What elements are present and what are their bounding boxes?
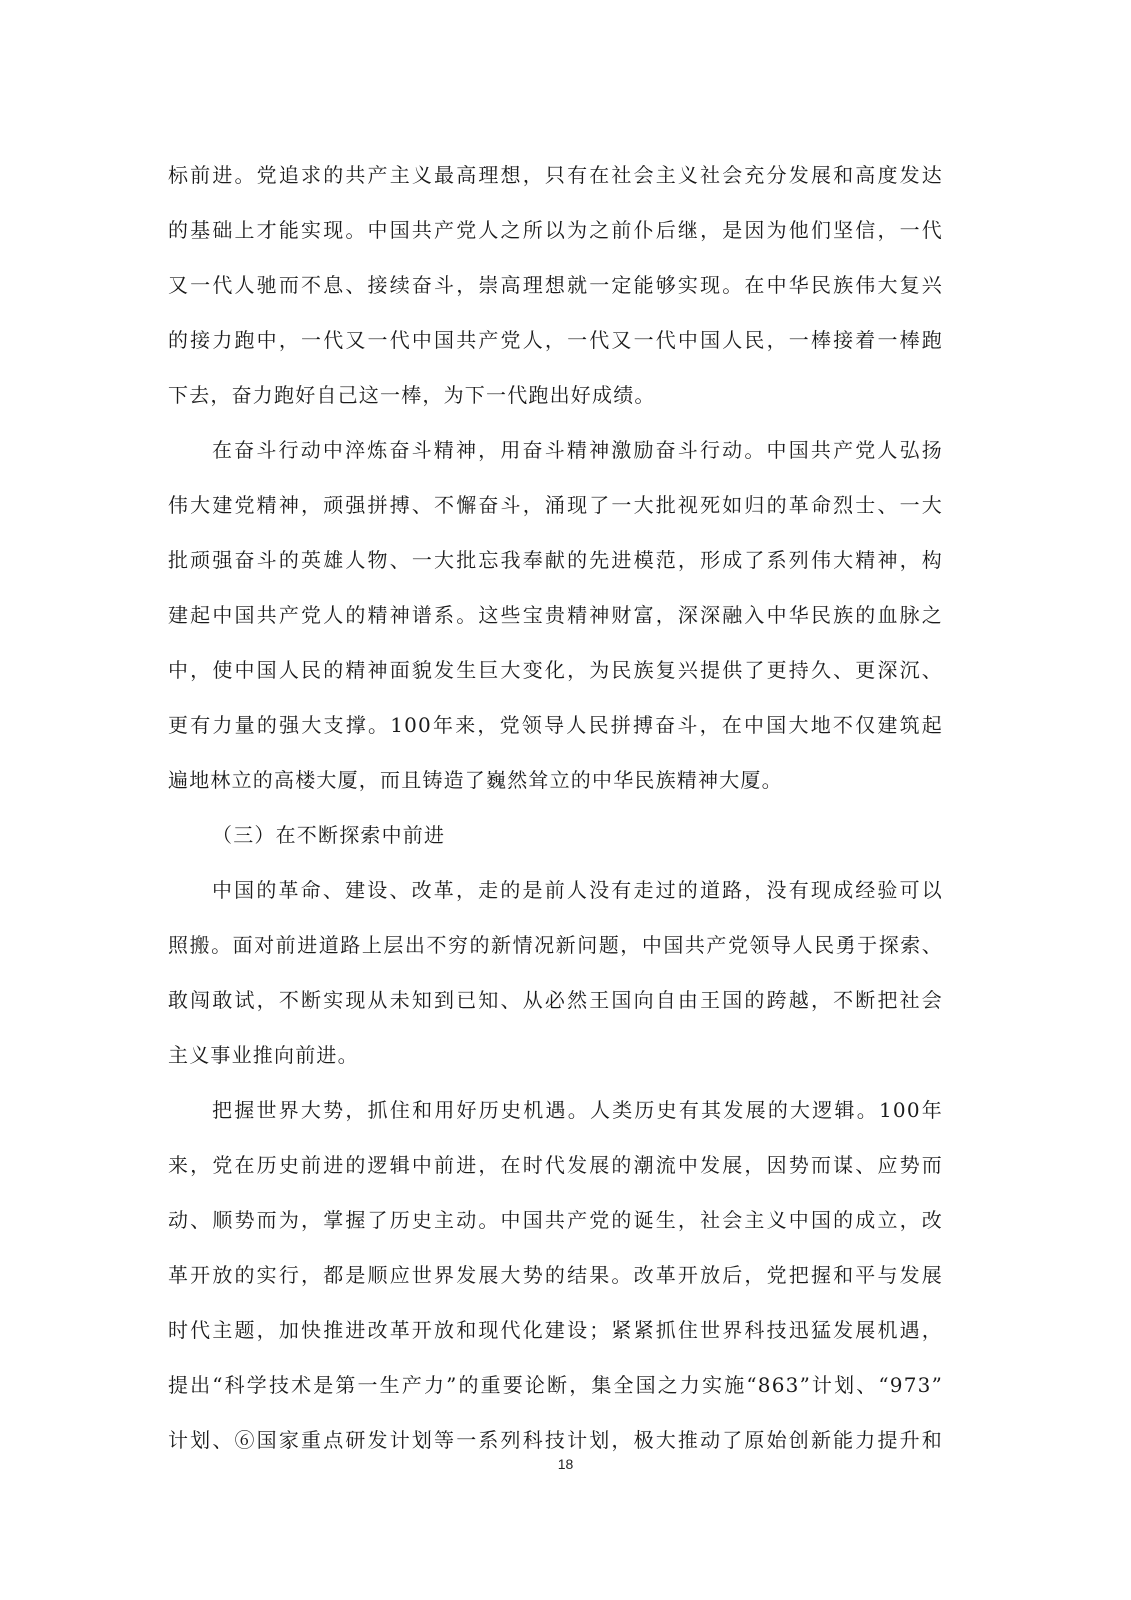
text-line: 时代主题，加快推进改革开放和现代化建设；紧紧抓住世界科技迅猛发展机遇， (168, 1318, 943, 1342)
text-line: 动、顺势而为，掌握了历史主动。中国共产党的诞生，社会主义中国的成立，改 (168, 1208, 943, 1232)
text-line: 标前进。党追求的共产主义最高理想，只有在社会主义社会充分发展和高度发达 (168, 163, 943, 187)
section-heading: （三）在不断探索中前进 (212, 823, 446, 847)
text-line: 遍地林立的高楼大厦，而且铸造了巍然耸立的中华民族精神大厦。 (168, 768, 783, 792)
paragraph-1 (168, 148, 943, 423)
page-number: 18 (557, 1456, 574, 1472)
text-line: 敢闯敢试，不断实现从未知到已知、从必然王国向自由王国的跨越，不断把社会 (168, 988, 943, 1012)
text-line: 把握世界大势，抓住和用好历史机遇。人类历史有其发展的大逻辑。100年 (212, 1098, 943, 1122)
text-line: 批顽强奋斗的英雄人物、一大批忘我奉献的先进模范，形成了系列伟大精神，构 (168, 548, 943, 572)
text-line: 的接力跑中，一代又一代中国共产党人，一代又一代中国人民，一棒接着一棒跑 (168, 328, 943, 352)
text-line: 下去，奋力跑好自己这一棒，为下一代跑出好成绩。 (168, 383, 656, 407)
paragraph-2 (168, 423, 943, 808)
text-line: 主义事业推向前进。 (168, 1043, 359, 1067)
text-line: 提出“科学技术是第一生产力”的重要论断，集全国之力实施“863”计划、“973” (168, 1373, 943, 1397)
text-line: 建起中国共产党人的精神谱系。这些宝贵精神财富，深深融入中华民族的血脉之 (168, 603, 943, 627)
body-text (168, 148, 943, 1468)
text-line: 的基础上才能实现。中国共产党人之所以为之前仆后继，是因为他们坚信，一代 (168, 218, 943, 242)
text-line: 来，党在历史前进的逻辑中前进，在时代发展的潮流中发展，因势而谋、应势而 (168, 1153, 943, 1177)
text-line: 又一代人驰而不息、接续奋斗，崇高理想就一定能够实现。在中华民族伟大复兴 (168, 273, 943, 297)
text-line: 中，使中国人民的精神面貌发生巨大变化，为民族复兴提供了更持久、更深沉、 (168, 658, 943, 682)
text-line: 伟大建党精神，顽强拼搏、不懈奋斗，涌现了一大批视死如归的革命烈士、一大 (168, 493, 943, 517)
text-line: 照搬。面对前进道路上层出不穷的新情况新问题，中国共产党领导人民勇于探索、 (168, 933, 943, 957)
text-line: 更有力量的强大支撑。100年来，党领导人民拼搏奋斗，在中国大地不仅建筑起 (168, 713, 943, 737)
paragraph-3 (168, 863, 943, 1083)
text-line: 革开放的实行，都是顺应世界发展大势的结果。改革开放后，党把握和平与发展 (168, 1263, 943, 1287)
paragraph-4 (168, 1083, 943, 1468)
text-line: 中国的革命、建设、改革，走的是前人没有走过的道路，没有现成经验可以 (212, 878, 943, 902)
text-line: 在奋斗行动中淬炼奋斗精神，用奋斗精神激励奋斗行动。中国共产党人弘扬 (212, 438, 943, 462)
text-line: 计划、⑥国家重点研发计划等一系列科技计划，极大推动了原始创新能力提升和 (168, 1428, 943, 1452)
